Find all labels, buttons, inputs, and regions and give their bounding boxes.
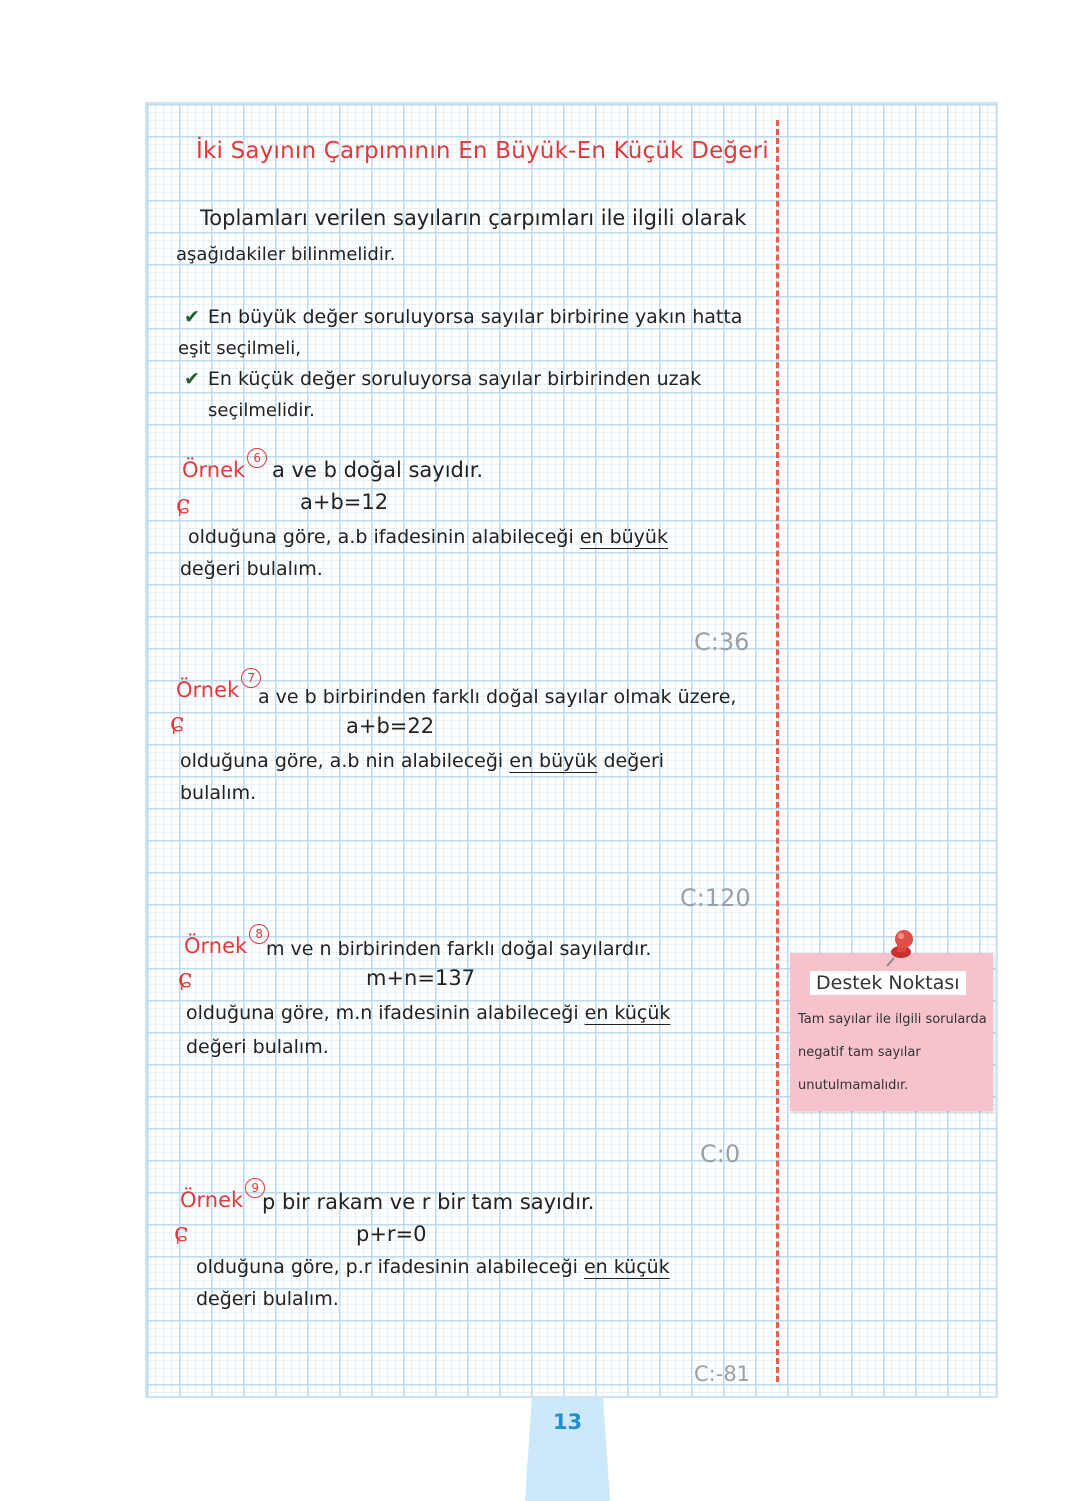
example-8-answer: C:0 — [700, 1140, 741, 1168]
example-7-equation: a+b=22 — [346, 714, 435, 738]
example-8-line-3: değeri bulalım. — [186, 1036, 329, 1058]
example-number: 9 — [245, 1178, 265, 1198]
support-note-body: Tam sayılar ile ilgili sorularda negatif tam sayılar unutulmamalıdır. — [798, 1012, 987, 1093]
example-9-answer: C:-81 — [694, 1362, 751, 1386]
rule-2-line-1: En küçük değer soruluyorsa sayılar birbirinden uzak — [207, 368, 702, 390]
intro-line-1: Toplamları verilen sayıların çarpımları ile ilgili olarak — [200, 206, 747, 230]
swirl-icon: ɕ — [176, 490, 191, 520]
example-7-line-3: bulalım. — [180, 782, 257, 804]
example-8-line-1: m ve n birbirinden farklı doğal sayılardır. — [266, 938, 652, 960]
example-label: Örnek 6 — [182, 458, 267, 482]
underlined-phrase: en küçük — [583, 1256, 670, 1278]
rule-2 — [184, 368, 701, 390]
support-note — [790, 953, 993, 1111]
swirl-icon: ɕ — [170, 708, 185, 738]
pushpin-icon — [882, 928, 922, 968]
example-label: Örnek 9 — [180, 1188, 265, 1212]
intro-line-2: aşağıdakiler bilinmelidir. — [176, 244, 396, 265]
example-6-equation: a+b=12 — [300, 490, 389, 514]
example-label: Örnek 7 — [176, 678, 261, 702]
rule-2-line-2: seçilmelidir. — [208, 400, 315, 421]
example-8-equation: m+n=137 — [366, 966, 476, 990]
example-6-line-3: değeri bulalım. — [180, 558, 323, 580]
rule-1-line-1: En büyük değer soruluyorsa sayılar birbirine yakın hatta — [207, 306, 743, 328]
example-6-line-2: olduğuna göre, a.b ifadesinin alabileceği en büyük — [188, 526, 668, 548]
check-icon: ✔ — [184, 368, 200, 390]
example-9-line-3: değeri bulalım. — [196, 1288, 339, 1310]
example-9-line-2: olduğuna göre, p.r ifadesinin alabileceği en küçük — [196, 1256, 670, 1278]
example-number: 8 — [249, 924, 269, 944]
example-6-answer: C:36 — [694, 628, 750, 656]
example-number: 6 — [247, 448, 267, 468]
rule-1-line-2: eşit seçilmeli, — [178, 338, 301, 359]
underlined-phrase: en büyük — [579, 526, 668, 548]
underlined-phrase: en büyük — [509, 750, 598, 772]
support-note-title: Destek Noktası — [810, 971, 966, 995]
rule-1 — [184, 306, 742, 328]
swirl-icon: ɕ — [174, 1218, 189, 1248]
example-8-line-2: olduğuna göre, m.n ifadesinin alabileceği en küçük — [186, 1002, 671, 1024]
check-icon: ✔ — [184, 306, 200, 328]
page-number: 13 — [552, 1410, 583, 1434]
example-label: Örnek 8 — [184, 934, 269, 958]
example-number: 7 — [241, 668, 261, 688]
margin-line — [776, 120, 779, 1382]
example-7-line-2: olduğuna göre, a.b nin alabileceği en büyük değeri — [180, 750, 665, 772]
example-7-answer: C:120 — [680, 884, 751, 912]
example-6-line-1: a ve b doğal sayıdır. — [272, 458, 484, 482]
swirl-icon: ɕ — [178, 964, 193, 994]
example-9-line-1: p bir rakam ve r bir tam sayıdır. — [262, 1190, 595, 1214]
example-7-line-1: a ve b birbirinden farklı doğal sayılar olmak üzere, — [258, 686, 737, 708]
page-title: İki Sayının Çarpımının En Büyük-En Küçük Değeri — [196, 138, 769, 164]
example-9-equation: p+r=0 — [356, 1222, 427, 1246]
underlined-phrase: en küçük — [584, 1002, 671, 1024]
